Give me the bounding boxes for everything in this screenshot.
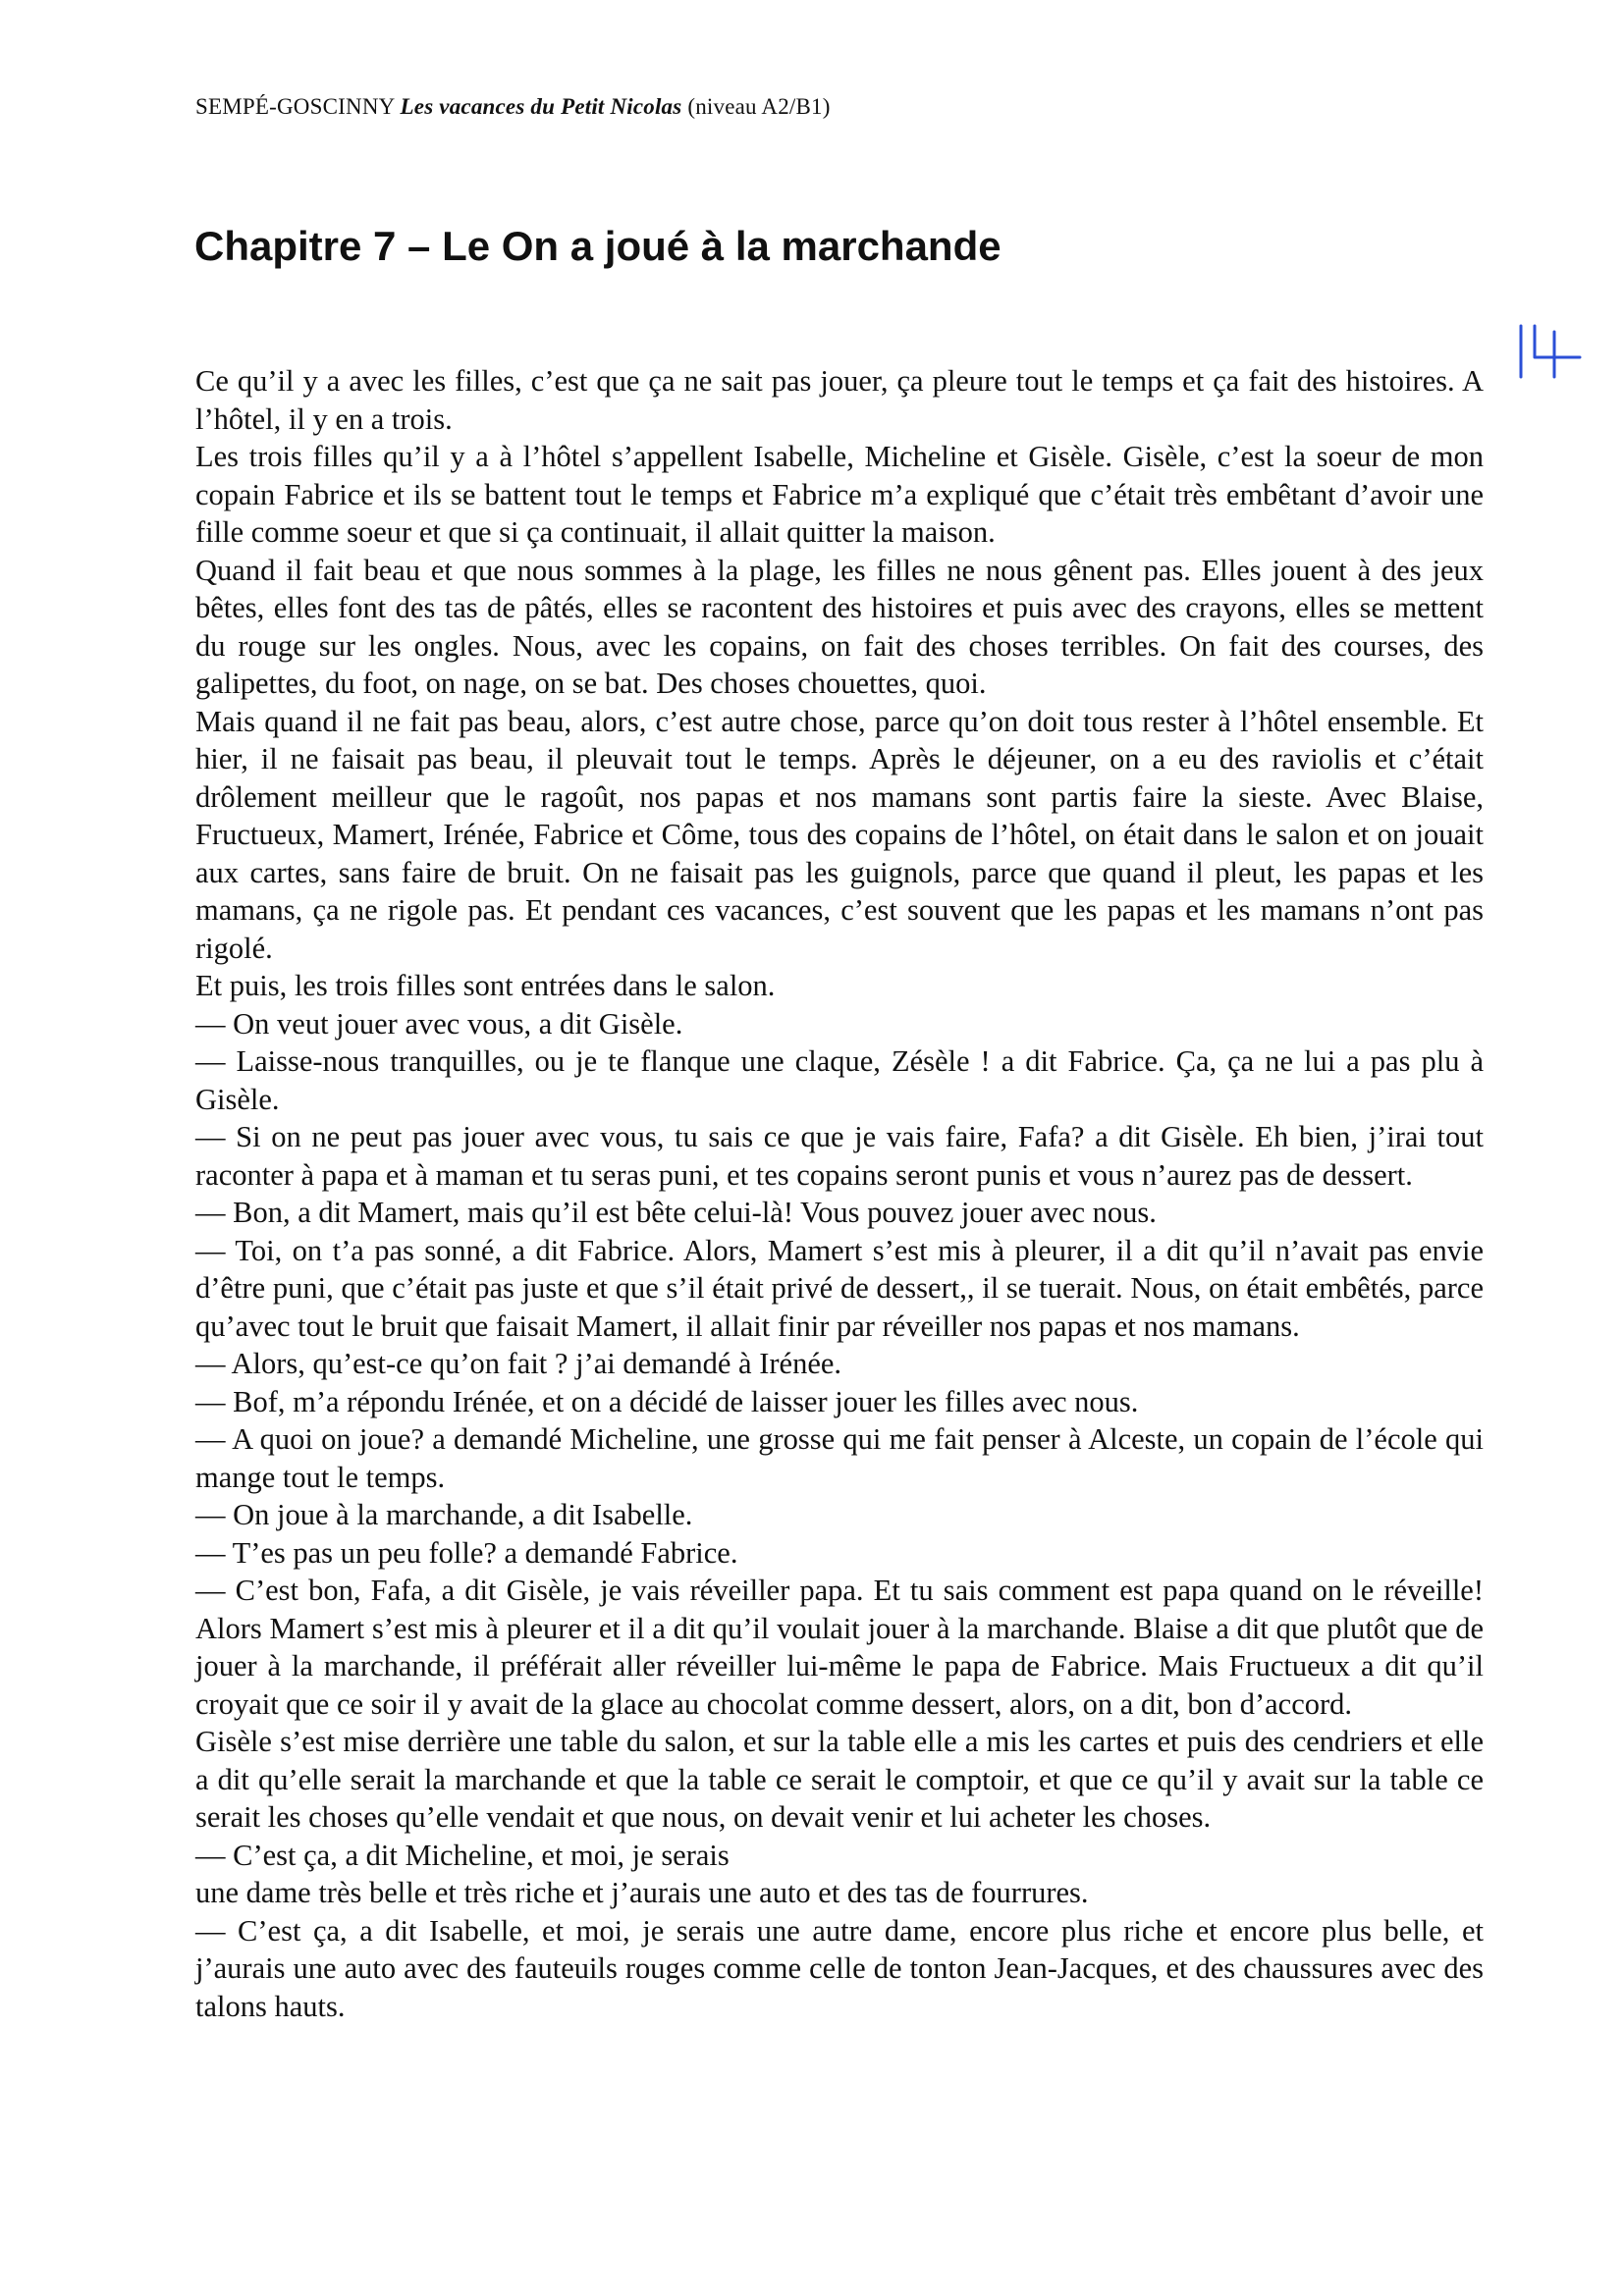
paragraph: — Laisse-nous tranquilles, ou je te flanque une claque, Zésèle ! a dit Fabrice. Ça, ça ne lui a pas plu à Gisèle. xyxy=(195,1044,1484,1116)
handwritten-page-number xyxy=(1515,322,1584,381)
paragraph: — Alors, qu’est-ce qu’on fait ? j’ai demandé à Irénée. xyxy=(195,1347,842,1380)
header-level: (niveau A2/B1) xyxy=(687,94,831,119)
paragraph: — Bof, m’a répondu Irénée, et on a décidé de laisser jouer les filles avec nous. xyxy=(195,1384,1139,1418)
chapter-title: Chapitre 7 – Le On a joué à la marchande xyxy=(194,223,1001,269)
paragraph: — Toi, on t’a pas sonné, a dit Fabrice. Alors, Mamert s’est mis à pleurer, il a dit qu’il n’avait pas envie d’être puni, que c’était pas juste et que s’il était privé de dessert,, il se tuerait. Nous, on était embêtés, parce qu’avec tout le bruit que faisait Mamert, il allait finir par réveiller nos papas et nos mamans. xyxy=(195,1233,1484,1343)
paragraph: Quand il fait beau et que nous sommes à la plage, les filles ne nous gênent pas. Elles jouent à des jeux bêtes, elles font des tas de pâtés, elles se racontent des histoires et puis avec des crayons, elles se mettent du rouge sur les ongles. Nous, avec les copains, on fait des choses terribles. On fait des courses, des galipettes, du foot, on nage, on se bat. Des choses chouettes, quoi. xyxy=(195,553,1484,700)
paragraph: — A quoi on joue? a demandé Micheline, une grosse qui me fait penser à Alceste, un copain de l’école qui mange tout le temps. xyxy=(195,1422,1484,1494)
paragraph: Gisèle s’est mise derrière une table du salon, et sur la table elle a mis les cartes et puis des cendriers et elle a dit qu’elle serait la marchande et que la table ce serait le comptoir, et que ce qu’il y avait sur la table ce serait les choses qu’elle vendait et que nous, on devait venir et lui acheter les choses. xyxy=(195,1725,1484,1834)
paragraph: — Si on ne peut pas jouer avec vous, tu sais ce que je vais faire, Fafa? a dit Gisèle. Eh bien, j’irai tout raconter à papa et à maman et tu seras puni, et tes copains seront punis et vous n’aurez pas de dessert. xyxy=(195,1120,1484,1192)
paragraph: Et puis, les trois filles sont entrées dans le salon. xyxy=(195,969,776,1002)
paragraph: Ce qu’il y a avec les filles, c’est que ça ne sait pas jouer, ça pleure tout le temps et ça fait des histoires. A l’hôtel, il y en a trois. xyxy=(195,364,1484,436)
chapter-body xyxy=(195,362,1484,2025)
paragraph: une dame très belle et très riche et j’aurais une auto et des tas de fourrures. xyxy=(195,1876,1089,1909)
paragraph: — Bon, a dit Mamert, mais qu’il est bête celui-là! Vous pouvez jouer avec nous. xyxy=(195,1196,1157,1229)
paragraph: — C’est ça, a dit Isabelle, et moi, je serais une autre dame, encore plus riche et encore plus belle, et j’aurais une auto avec des fauteuils rouges comme celle de tonton Jean-Jacques, et des chaussures avec des talons hauts. xyxy=(195,1913,1484,2023)
paragraph: — On joue à la marchande, a dit Isabelle. xyxy=(195,1498,693,1531)
header-book-title: Les vacances du Petit Nicolas xyxy=(400,94,682,119)
running-header xyxy=(195,94,831,120)
paragraph: — C’est bon, Fafa, a dit Gisèle, je vais réveiller papa. Et tu sais comment est papa quand on le réveille! Alors Mamert s’est mis à pleurer et il a dit qu’il voulait jouer à la marchande. Blaise a dit que plutôt que de jouer à la marchande, il préférait aller réveiller lui-même le papa de Fabrice. Mais Fructueux a dit qu’il croyait que ce soir il y avait de la glace au chocolat comme dessert, alors, on a dit, bon d’accord. xyxy=(195,1574,1484,1721)
paragraph: — C’est ça, a dit Micheline, et moi, je serais xyxy=(195,1838,730,1872)
paragraph: — On veut jouer avec vous, a dit Gisèle. xyxy=(195,1006,683,1041)
paragraph: Les trois filles qu’il y a à l’hôtel s’appellent Isabelle, Micheline et Gisèle. Gisèle, c’est la soeur de mon copain Fabrice et ils se battent tout le temps et Fabrice m’a expliqué que c’était très embêtant d’avoir une fille comme soeur et que si ça continuait, il allait quitter la maison. xyxy=(195,440,1484,549)
paragraph: — T’es pas un peu folle? a demandé Fabrice. xyxy=(195,1535,738,1570)
paragraph: Mais quand il ne fait pas beau, alors, c’est autre chose, parce qu’on doit tous rester à l’hôtel ensemble. Et hier, il ne faisait pas beau, il pleuvait tout le temps. Après le déjeuner, on a eu des raviolis et c’était drôlement meilleur que le ragoût, nos papas et nos mamans sont partis faire la sieste. Avec Blaise, Fructueux, Mamert, Irénée, Fabrice et Côme, tous des copains de l’hôtel, on était dans le salon et on jouait aux cartes, sans faire de bruit. On ne faisait pas les guignols, parce que quand il pleut, les papas et les mamans, ça ne rigole pas. Et pendant ces vacances, c’est souvent que les papas et les mamans n’ont pas rigolé. xyxy=(195,704,1484,965)
header-authors: SEMPÉ-GOSCINNY xyxy=(195,94,395,119)
